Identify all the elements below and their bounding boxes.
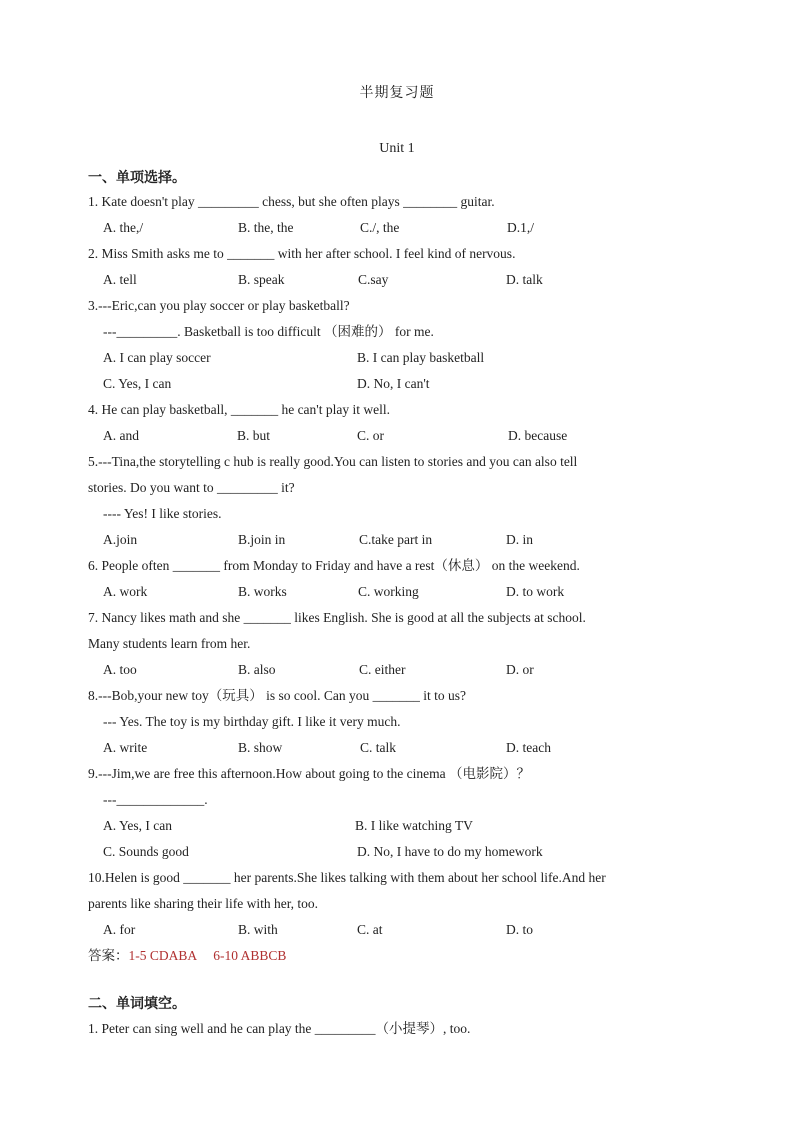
q4-option-d: D. because <box>508 428 568 443</box>
q10-option-c: C. at <box>357 922 383 937</box>
q8-option-b: B. show <box>238 740 283 755</box>
q10-option-a: A. for <box>103 922 136 937</box>
question-3-stem: 3.---Eric,can you play soccer or play basketball? <box>88 298 350 313</box>
question-1-stem: 1. Kate doesn't play _________ chess, but she often plays ________ guitar. <box>88 194 495 209</box>
q6-option-a: A. work <box>103 584 148 599</box>
question-7-stem-cont: Many students learn from her. <box>88 636 251 651</box>
document-title: 半期复习题 <box>359 85 435 101</box>
q8-option-c: C. talk <box>360 740 396 755</box>
unit-heading: Unit 1 <box>379 141 415 156</box>
q8-option-a: A. write <box>103 740 148 755</box>
q5-option-b: B.join in <box>238 532 286 547</box>
q6-option-d: D. to work <box>506 584 565 599</box>
q1-option-a: A. the,/ <box>103 220 144 235</box>
question-9-stem: 9.---Jim,we are free this afternoon.How about going to the cinema （电影院）？ <box>88 766 531 781</box>
section2-question-1: 1. Peter can sing well and he can play the _________（小提琴）, too. <box>88 1021 471 1036</box>
question-4-stem: 4. He can play basketball, _______ he can't play it well. <box>88 402 390 417</box>
question-5-stem-cont: stories. Do you want to _________ it? <box>88 480 295 495</box>
question-2-stem: 2. Miss Smith asks me to _______ with her after school. I feel kind of nervous. <box>88 246 516 261</box>
answer-key-value: 1-5 CDABA 6-10 ABBCB <box>128 948 287 963</box>
question-10-stem-cont: parents like sharing their life with her, too. <box>88 896 319 911</box>
q9-option-a: A. Yes, I can <box>103 818 172 833</box>
q7-option-a: A. too <box>103 662 137 677</box>
answer-key-label: 答案： <box>88 948 129 964</box>
q4-option-a: A. and <box>103 428 139 443</box>
q4-option-b: B. but <box>237 428 271 443</box>
q8-option-d: D. teach <box>506 740 551 755</box>
q6-option-b: B. works <box>238 584 287 599</box>
q6-option-c: C. working <box>358 584 419 599</box>
q3-option-b: B. I can play basketball <box>357 350 485 365</box>
q2-option-c: C.say <box>358 272 389 287</box>
answer-key <box>88 947 286 965</box>
q9-option-c: C. Sounds good <box>103 844 189 859</box>
q10-option-b: B. with <box>238 922 278 937</box>
q1-option-c: C./, the <box>360 220 400 235</box>
question-7-stem: 7. Nancy likes math and she _______ likes English. She is good at all the subjects at school. <box>88 610 586 625</box>
question-8-reply: --- Yes. The toy is my birthday gift. I like it very much. <box>103 714 401 729</box>
question-3-reply: ---_________. Basketball is too difficult （困难的） for me. <box>103 324 434 339</box>
question-8-stem: 8.---Bob,your new toy（玩具） is so cool. Can you _______ it to us? <box>88 688 466 703</box>
q2-option-d: D. talk <box>506 272 543 287</box>
q5-option-d: D. in <box>506 532 533 547</box>
question-6-stem: 6. People often _______ from Monday to Friday and have a rest（休息） on the weekend. <box>88 558 580 573</box>
q5-option-c: C.take part in <box>359 532 433 547</box>
question-5-reply: ---- Yes! I like stories. <box>103 506 222 521</box>
question-5-stem: 5.---Tina,the storytelling c hub is really good.You can listen to stories and you can also tell <box>88 454 578 469</box>
q1-option-b: B. the, the <box>238 220 294 235</box>
section2-heading: 二、单词填空。 <box>88 996 186 1012</box>
q2-option-b: B. speak <box>238 272 285 287</box>
q9-option-d: D. No, I have to do my homework <box>357 844 543 859</box>
q7-option-c: C. either <box>359 662 406 677</box>
q3-option-c: C. Yes, I can <box>103 376 172 391</box>
q5-option-a: A.join <box>103 532 138 547</box>
q1-option-d: D.1,/ <box>507 220 534 235</box>
q9-option-b: B. I like watching TV <box>355 818 473 833</box>
q7-option-b: B. also <box>238 662 276 677</box>
question-9-reply: ---_____________. <box>103 792 208 807</box>
question-10-stem: 10.Helen is good _______ her parents.She likes talking with them about her school life.And her <box>88 870 606 885</box>
q4-option-c: C. or <box>357 428 384 443</box>
q10-option-d: D. to <box>506 922 533 937</box>
q7-option-d: D. or <box>506 662 534 677</box>
q3-option-d: D. No, I can't <box>357 376 430 391</box>
q3-option-a: A. I can play soccer <box>103 350 211 365</box>
section1-heading: 一、单项选择。 <box>88 170 186 186</box>
q2-option-a: A. tell <box>103 272 137 287</box>
